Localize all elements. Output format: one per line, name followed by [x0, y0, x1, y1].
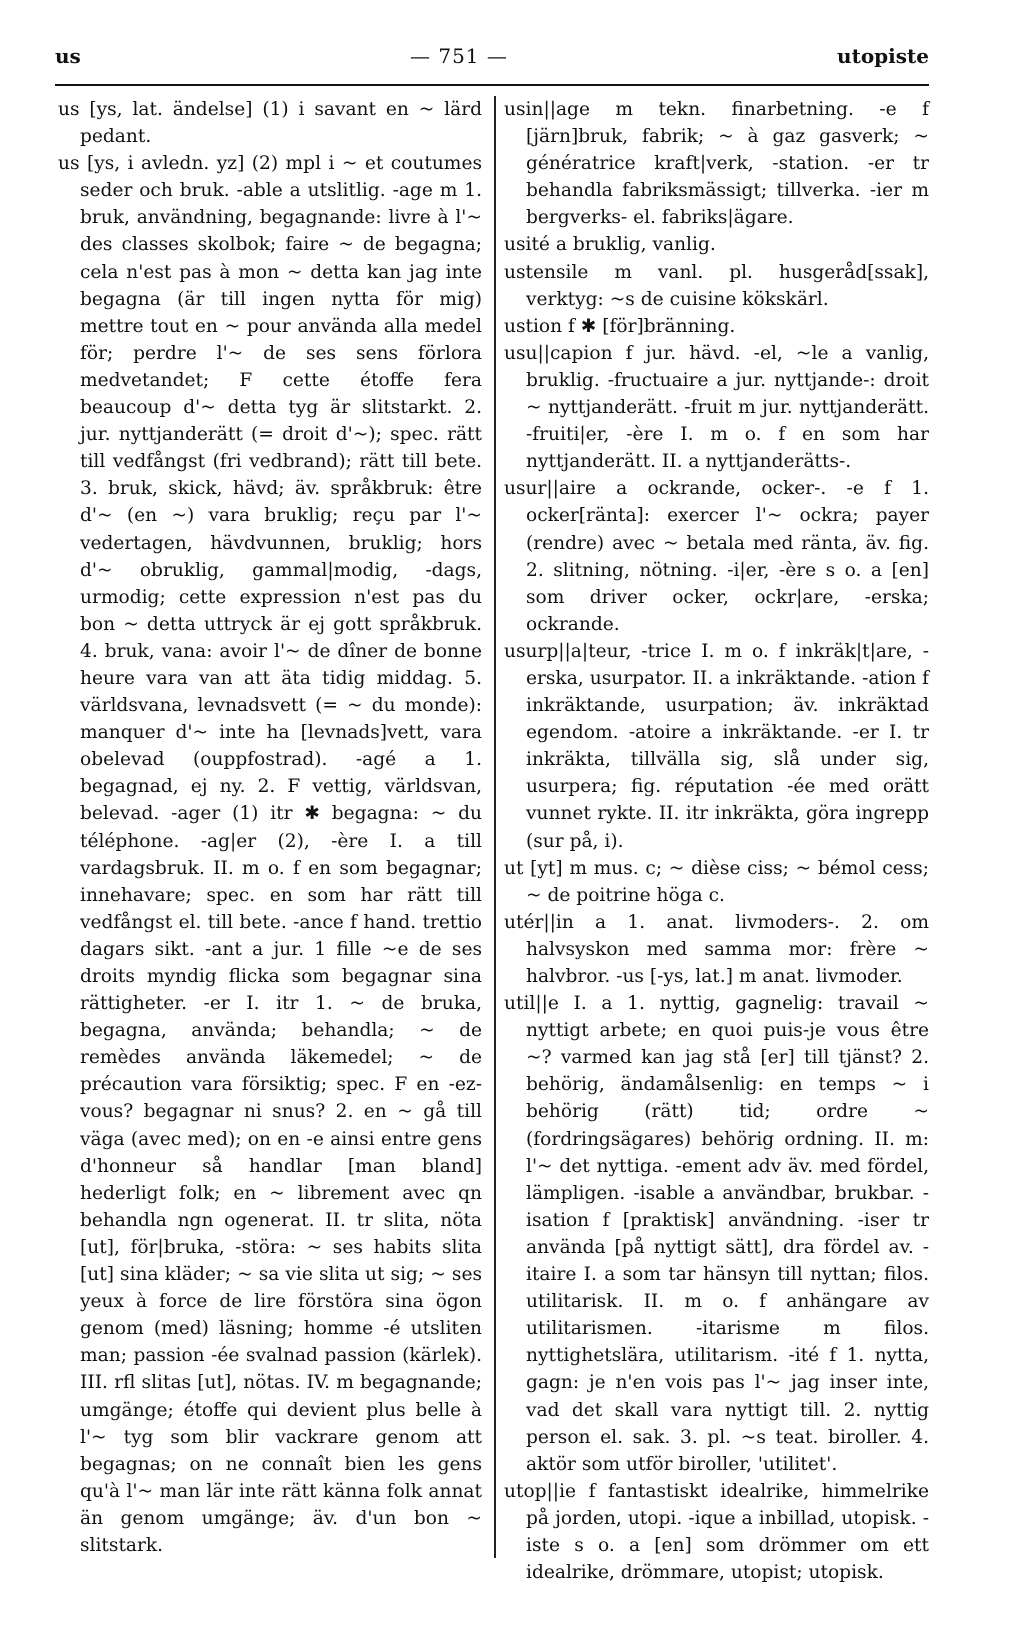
- entry-utile: util||e I. a 1. nyttig, gagnelig: travail ~ nyttigt arbete; en quoi puis-je vous être ~? varmed kan jag stå [er] till tjänst? 2. behörig, ändamålsenlig: en temps ~ i behörig (rätt) tid; ordre ~ (fordringsägares) behörig ordning. II. m: l'~ det nyttiga. -ement adv äv. med fördel, lämpligen. -isable a användbar, brukbar. -isation f [praktisk] användning. -iser tr använda [på nyttigt sätt], dra fördel av. -itaire I. a som tar hänsyn till nyttan; filos. utilitarisk. II. m o. f anhängare av utilitarismen. -itarisme m filos. nyttighetslära, utilitarism. -ité f 1. nytta, gagn: je n'en vois pas l'~ jag inser inte, vad det skall vara nyttigt till. 2. nyttig person el. sak. 3. pl. ~s teat. biroller. 4. aktör som utför biroller, 'utilitet'.: [504, 993, 929, 1475]
- entry-usucapion: usu||capion f jur. hävd. -el, ~le a vanlig, bruklig. -fructuaire a jur. nyttjande-: droit ~ nyttjanderätt. -fruit m jur. nyttjanderätt. -fruiti|er, -ère I. m o. f en som har nyttjanderätt. II. a nyttjanderätts-.: [504, 342, 929, 473]
- entry-usite: usité a bruklig, vanlig.: [504, 234, 716, 256]
- entry-uterin: utér||in a 1. anat. livmoders-. 2. om halvsyskon med samma mor: frère ~ halvbror. -us [-ys, lat.] m anat. livmoder.: [504, 911, 929, 987]
- entry-utopie: utop||ie f fantastiskt idealrike, himmelrike på jorden, utopi. -ique a inbillad, utopisk. -iste s o. a [en] som drömmer om ett idealrike, drömmare, utopist; utopisk.: [504, 1480, 929, 1584]
- left-column: [58, 96, 482, 1559]
- entry-ustion: ustion f ✱ [för]bränning.: [504, 315, 736, 337]
- header-right-word: utopiste: [837, 44, 929, 68]
- entry-usinage: usin||age m tekn. finarbetning. -e f [järn]bruk, fabrik; ~ à gaz gasverk; ~ génératrice kraft|verk, -station. -er tr behandla fabriksmässigt; tillverka. -ier m bergverks- el. fabriks|ägare.: [504, 99, 929, 229]
- page-header: [55, 44, 929, 74]
- column-divider: [494, 96, 496, 1558]
- right-column: [504, 96, 929, 1586]
- header-left-word: us: [55, 44, 81, 68]
- page-number: — 751 —: [409, 44, 508, 68]
- entry-us-1: us [ys, lat. ändelse] (1) i savant en ~ lärd pedant.: [58, 99, 482, 148]
- header-rule: [55, 84, 929, 86]
- entry-ut: ut [yt] m mus. c; ~ dièse ciss; ~ bémol cess; ~ de poitrine höga c.: [504, 857, 929, 906]
- entry-ustensile: ustensile m vanl. pl. husgeråd[ssak], verktyg: ~s de cuisine kökskärl.: [504, 261, 929, 310]
- entry-us-2: us [ys, i avledn. yz] (2) mpl i ~ et coutumes seder och bruk. -able a utslitlig. -age m 1. bruk, användning, begagnande: livre à l'~ des classes skolbok; faire ~ de begagna; cela n'est pas à mon ~ detta kan jag inte begagna (är till ingen nytta för mig) mettre tout en ~ pour använda alla medel för; perdre l'~ de ses sens förlora medvetandet; F cette étoffe fera beaucoup d'~ detta tyg är slitstarkt. 2. jur. nyttjanderätt (= droit d'~); spec. rätt till vedfångst (fri vedbrand); rätt till bete. 3. bruk, skick, hävd; äv. språkbruk: être d'~ (en ~) vara bruklig; reçu par l'~ vedertagen, hävdvunnen, bruklig; hors d'~ obruklig, gammal|modig, -dags, urmodig; cette expression n'est pas du bon ~ detta uttryck är ej gott språkbruk. 4. bruk, vana: avoir l'~ de dîner de bonne heure vara van att äta tidig middag. 5. världsvana, levnadsvett (= ~ du monde): manquer d'~ inte ha [levnads]vett, vara obelevad (ouppfostrad). -agé a 1. begagnad, ej ny. 2. F vettig, världsvan, belevad. -ager (1) itr ✱ begagna: ~ du téléphone. -ag|er (2), -ère I. a till vardagsbruk. II. m o. f en som begagnar; innehavare; spec. en som har rätt till vedfångst el. till bete. -ance f hand. trettio dagars sikt. -ant a jur. 1 fille ~e de ses droits myndig flicka som begagnar sina rättigheter. -er I. itr 1. ~ de bruka, begagna, använda; behandla; ~ de remèdes använda läkemedel; ~ de précaution vara försiktig; spec. F en -ez-vous? begagnar ni snus? 2. en ~ gå till väga (avec med); on en -e ainsi entre gens d'honneur så handlar [man bland] hederligt folk; en ~ librement avec qn behandla ngn ogenerat. II. tr slita, nöta [ut], för|bruka, -störa: ~ ses habits slita [ut] sina kläder; ~ sa vie slita ut sig; ~ ses yeux à force de lire förstöra sina ögon genom (med) läsning; homme -é utsliten man; passion -ée svalnad passion (kärlek). III. rfl slitas [ut], nötas. IV. m begagnande; umgänge; étoffe qui devient plus belle à l'~ tyg som blir vackrare genom att begagnas; on ne connaît bien les gens qu'à l'~ man lär inte rätt känna folk annat än genom umgänge; äv. d'un bon ~ slitstark.: [58, 153, 482, 1556]
- entry-usuraire: usur||aire a ockrande, ocker-. -e f 1. ocker[ränta]: exercer l'~ ockra; payer (rendre) avec ~ betala med ränta, äv. fig. 2. slitning, nötning. -i|er, -ère s o. a [en] som driver ocker, ockr|are, -erska; ockrande.: [504, 478, 929, 635]
- entry-usurpateur: usurp||a|teur, -trice I. m o. f inkräk|t|are, -erska, usurpator. II. a inkräktande. -ation f inkräktande, usurpation; äv. inkräktad egendom. -atoire a inkräktande. -er I. tr inkräkta, tillvälla sig, slå under sig, usurpera; fig. réputation -ée med orätt vunnet rykte. II. itr inkräkta, göra ingrepp (sur på, i).: [504, 640, 929, 852]
